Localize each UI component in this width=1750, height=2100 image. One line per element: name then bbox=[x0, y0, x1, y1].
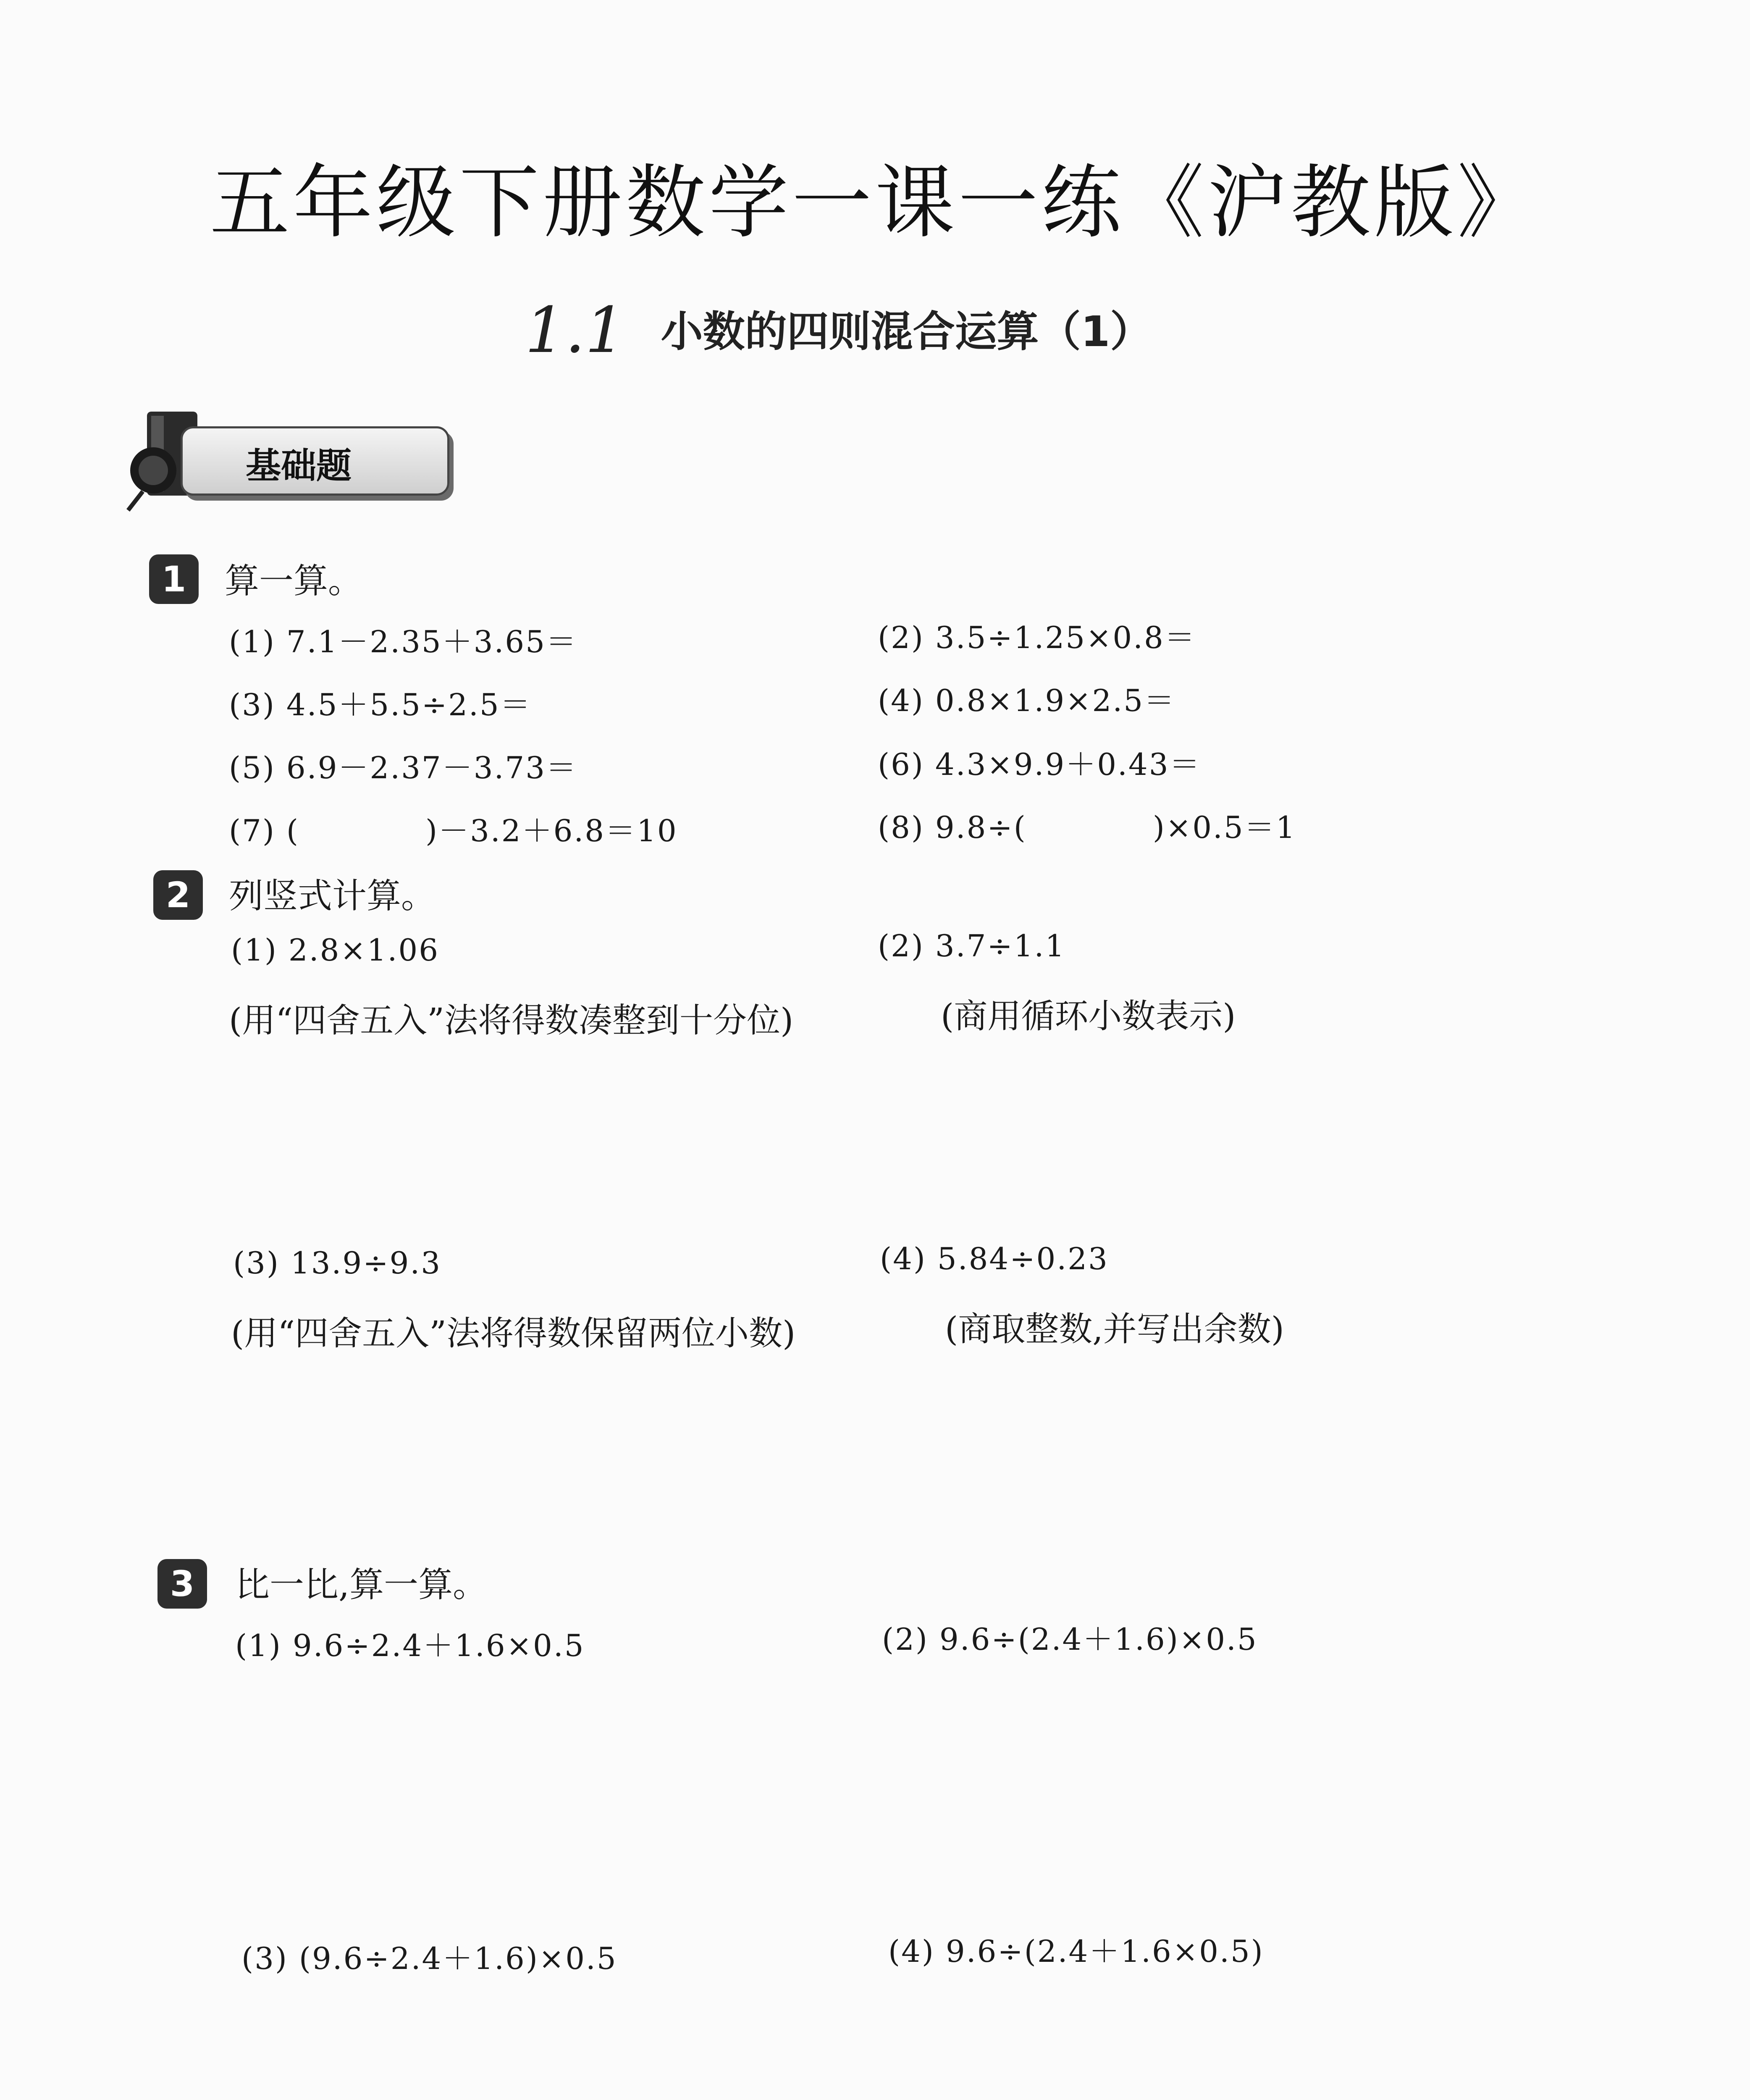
section-label: 基础题 bbox=[246, 445, 352, 486]
exercise-item: (1) 9.6÷2.4＋1.6×0.5 bbox=[235, 1628, 585, 1663]
question-title: 算一算。 bbox=[225, 561, 363, 601]
question-number-badge: 3 bbox=[157, 1559, 207, 1609]
exercise-note: (用“四舍五入”法将得数保留两位小数) bbox=[231, 1314, 796, 1353]
lesson-number: 1.1 bbox=[525, 294, 625, 367]
exercise-item: (8) 9.8÷( )×0.5＝1 bbox=[878, 810, 1296, 845]
exercise-item: (3) 13.9÷9.3 bbox=[233, 1245, 442, 1281]
exercise-item: (4) 5.84÷0.23 bbox=[880, 1241, 1109, 1276]
question-number-badge: 2 bbox=[153, 870, 203, 920]
exercise-item: (5) 6.9－2.37－3.73＝ bbox=[229, 750, 578, 785]
exercise-item: (3) 4.5＋5.5÷2.5＝ bbox=[229, 687, 532, 722]
exercise-item: (2) 3.5÷1.25×0.8＝ bbox=[878, 620, 1196, 655]
exercise-note: (商取整数,并写出余数) bbox=[945, 1310, 1284, 1349]
question-title: 比一比,算一算。 bbox=[235, 1565, 488, 1605]
exercise-item: (3) (9.6÷2.4＋1.6)×0.5 bbox=[241, 1941, 617, 1976]
lesson-heading bbox=[525, 294, 1152, 367]
page-title: 五年级下册数学一课一练《沪教版》 bbox=[210, 156, 1540, 249]
exercise-item: (4) 0.8×1.9×2.5＝ bbox=[878, 683, 1176, 718]
exercise-item: (1) 7.1－2.35＋3.65＝ bbox=[229, 624, 578, 659]
exercise-item: (7) ( )－3.2＋6.8＝10 bbox=[229, 813, 678, 848]
exercise-item: (1) 2.8×1.06 bbox=[231, 932, 440, 968]
section-banner bbox=[181, 426, 449, 496]
exercise-item: (4) 9.6÷(2.4＋1.6×0.5) bbox=[888, 1934, 1264, 1969]
exercise-item: (2) 9.6÷(2.4＋1.6)×0.5 bbox=[882, 1622, 1258, 1657]
exercise-note: (用“四舍五入”法将得数凑整到十分位) bbox=[229, 1001, 794, 1040]
exercise-item: (2) 3.7÷1.1 bbox=[878, 928, 1066, 963]
question-number-badge: 1 bbox=[149, 554, 199, 604]
exercise-note: (商用循环小数表示) bbox=[941, 997, 1236, 1036]
lesson-title: 小数的四则混合运算（1） bbox=[661, 307, 1152, 356]
question-title: 列竖式计算。 bbox=[229, 876, 436, 916]
exercise-item: (6) 4.3×9.9＋0.43＝ bbox=[878, 747, 1201, 782]
